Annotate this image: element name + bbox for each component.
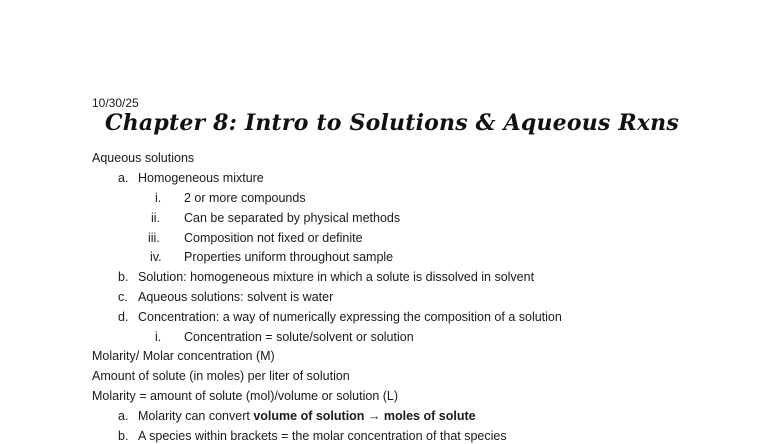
list-item: Concentration = solute/solvent or solution xyxy=(184,330,414,344)
page-title: Chapter 8: Intro to Solutions & Aqueous Rxns xyxy=(105,110,679,136)
list-item xyxy=(138,408,476,424)
list-marker: ii. xyxy=(151,211,161,225)
list-item: Aqueous solutions: solvent is water xyxy=(138,290,334,304)
list-marker: b. xyxy=(118,270,129,284)
list-marker: iii. xyxy=(148,231,160,245)
list-item-emphasis: volume of solution → moles of solute xyxy=(253,409,476,423)
list-item: Can be separated by physical methods xyxy=(184,211,401,225)
list-item: A species within brackets = the molar concentration of that species xyxy=(138,429,507,443)
paragraph-line: Molarity = amount of solute (mol)/volume or solution (L) xyxy=(92,389,399,403)
list-item: Homogeneous mixture xyxy=(138,171,264,185)
list-marker: c. xyxy=(118,290,128,304)
list-marker: a. xyxy=(118,409,129,423)
list-marker: iv. xyxy=(150,250,162,264)
list-marker: a. xyxy=(118,171,129,185)
section-heading-molarity: Molarity/ Molar concentration (M) xyxy=(92,349,275,363)
list-marker: i. xyxy=(155,330,162,344)
list-marker: b. xyxy=(118,429,129,443)
list-marker: d. xyxy=(118,310,129,324)
section-heading-aqueous: Aqueous solutions xyxy=(92,151,195,165)
list-item: Concentration: a way of numerically expressing the composition of a solution xyxy=(138,310,562,324)
date-label: 10/30/25 xyxy=(92,96,139,110)
list-item: Properties uniform throughout sample xyxy=(184,250,394,264)
list-item: Composition not fixed or definite xyxy=(184,231,363,245)
list-item: Solution: homogeneous mixture in which a solute is dissolved in solvent xyxy=(138,270,535,284)
list-marker: i. xyxy=(155,191,162,205)
list-item-text: Molarity can convert xyxy=(138,409,254,423)
paragraph-line: Amount of solute (in moles) per liter of solution xyxy=(92,369,350,383)
list-item: 2 or more compounds xyxy=(184,191,306,205)
